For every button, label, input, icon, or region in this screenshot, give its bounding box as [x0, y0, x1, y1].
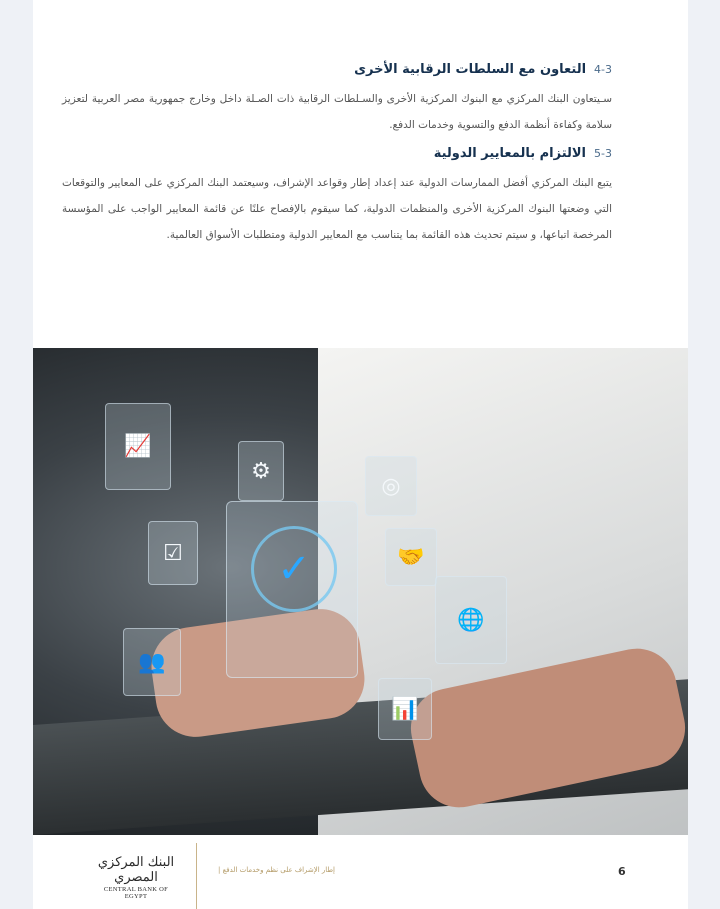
- section-heading: [62, 146, 612, 161]
- section-title: التعاون مع السلطات الرقابية الأخرى: [354, 62, 587, 77]
- logo-english: CENTRAL BANK OF EGYPT: [103, 886, 169, 900]
- team-icon: 👥: [123, 628, 181, 696]
- hero-photo: [33, 348, 688, 835]
- section-body: سـيتعاون البنك المركزي مع البنوك المركزية الأخرى والسـلطات الرقابية ذات الصـلة داخل وخارج جمهورية مصر العربية لتعزيز سلامة وكفاءة أنظمة الدفع والتسوية وخدمات الدفع.: [62, 93, 612, 131]
- target-icon: ◎: [365, 456, 417, 516]
- page-number: 6: [618, 865, 626, 878]
- gears-icon: ⚙: [238, 441, 284, 501]
- section-number: 5-3: [594, 147, 612, 160]
- footer-divider: [196, 843, 197, 909]
- cbe-logo: [92, 855, 180, 900]
- section-number: 4-3: [594, 63, 612, 76]
- globe-icon: 🌐: [435, 576, 507, 664]
- chart-icon: 📈: [105, 403, 171, 490]
- section-body: يتبع البنك المركزي أفضل الممارسات الدولية عند إعداد إطار وقواعد الإشراف، وسيعتمد البنك المركزي على المعايير والتوقعات التي وضعتها البنوك المركزية الأخرى والمنظمات الدولية، كما سيقوم بالإفصاح علنًا عن قائمة المعايير الواجب على المؤسسة المرخصة اتباعها، و سيتم تحديث هذه القائمة بما يتناسب مع المعايير الدولية ومتطلبات الأسواق العالمية.: [62, 177, 612, 241]
- footer-doc-title: إطار الإشراف على نظم وخدمات الدفع |: [218, 866, 335, 874]
- handshake-icon: 🤝: [385, 528, 437, 586]
- checklist-icon: ☑: [148, 521, 198, 585]
- bar-chart-icon: 📊: [378, 678, 432, 740]
- section-5-3: [62, 146, 612, 248]
- section-4-3: [62, 62, 612, 138]
- section-title: الالتزام بالمعايير الدولية: [433, 146, 587, 161]
- section-heading: [62, 62, 612, 77]
- logo-arabic: البنك المركزي المصري: [97, 855, 175, 885]
- checkmark-icon: ✓: [251, 526, 337, 612]
